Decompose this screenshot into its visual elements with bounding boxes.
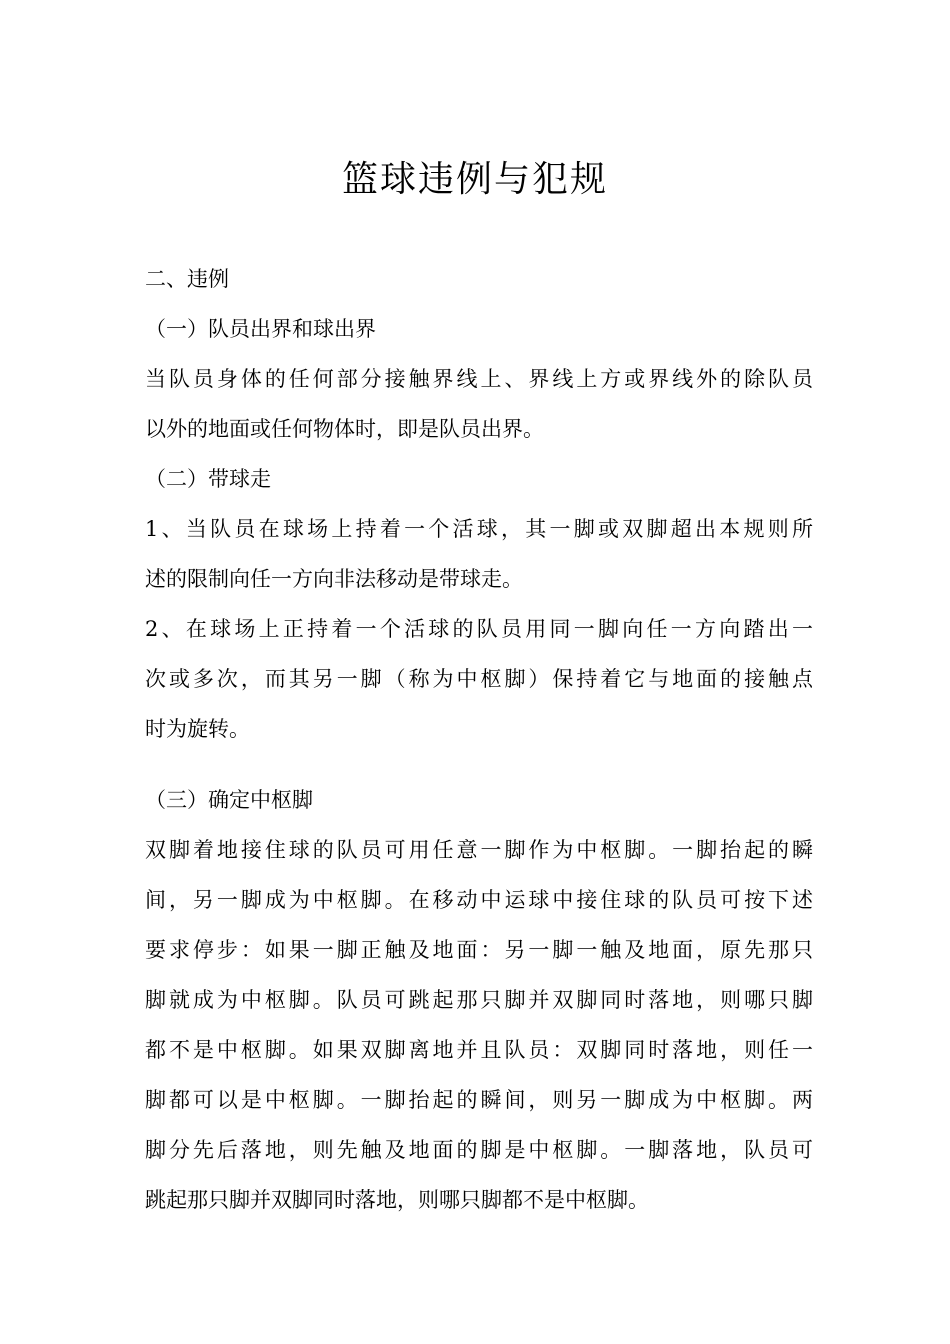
paragraph-line: 次或多次，而其另一脚（称为中枢脚）保持着它与地面的接触点: [145, 667, 813, 691]
subsection-heading-3: （三）确定中枢脚: [145, 788, 313, 812]
paragraph-line: 脚分先后落地，则先触及地面的脚是中枢脚。一脚落地，队员可: [145, 1138, 813, 1162]
paragraph-line: 当队员身体的任何部分接触界线上、界线上方或界线外的除队员: [145, 367, 813, 391]
document-title: 篮球违例与犯规: [341, 159, 608, 200]
paragraph-line: 时为旋转。: [145, 717, 250, 741]
paragraph-line: 述的限制向任一方向非法移动是带球走。: [145, 567, 523, 591]
document-body: [145, 254, 813, 754]
paragraph-line: 2、在球场上正持着一个活球的队员用同一脚向任一方向踏出一: [145, 617, 813, 641]
paragraph-line: 跳起那只脚并双脚同时落地，则哪只脚都不是中枢脚。: [145, 1188, 649, 1212]
paragraph-line: 脚就成为中枢脚。队员可跳起那只脚并双脚同时落地，则哪只脚: [145, 988, 813, 1012]
subsection-heading-2: （二）带球走: [145, 467, 271, 491]
paragraph-line: 脚都可以是中枢脚。一脚抬起的瞬间，则另一脚成为中枢脚。两: [145, 1088, 813, 1112]
paragraph-line: 都不是中枢脚。如果双脚离地并且队员：双脚同时落地，则任一: [145, 1038, 813, 1062]
document-body-continued: [145, 775, 813, 1225]
section-heading: 二、违例: [145, 267, 229, 291]
subsection-heading-1: （一）队员出界和球出界: [145, 317, 376, 341]
paragraph-line: 要求停步：如果一脚正触及地面：另一脚一触及地面，原先那只: [145, 938, 813, 962]
paragraph-line: 间，另一脚成为中枢脚。在移动中运球中接住球的队员可按下述: [145, 888, 813, 912]
paragraph-line: 1、当队员在球场上持着一个活球，其一脚或双脚超出本规则所: [145, 517, 813, 541]
paragraph-line: 以外的地面或任何物体时，即是队员出界。: [145, 417, 544, 441]
paragraph-line: 双脚着地接住球的队员可用任意一脚作为中枢脚。一脚抬起的瞬: [145, 838, 813, 862]
